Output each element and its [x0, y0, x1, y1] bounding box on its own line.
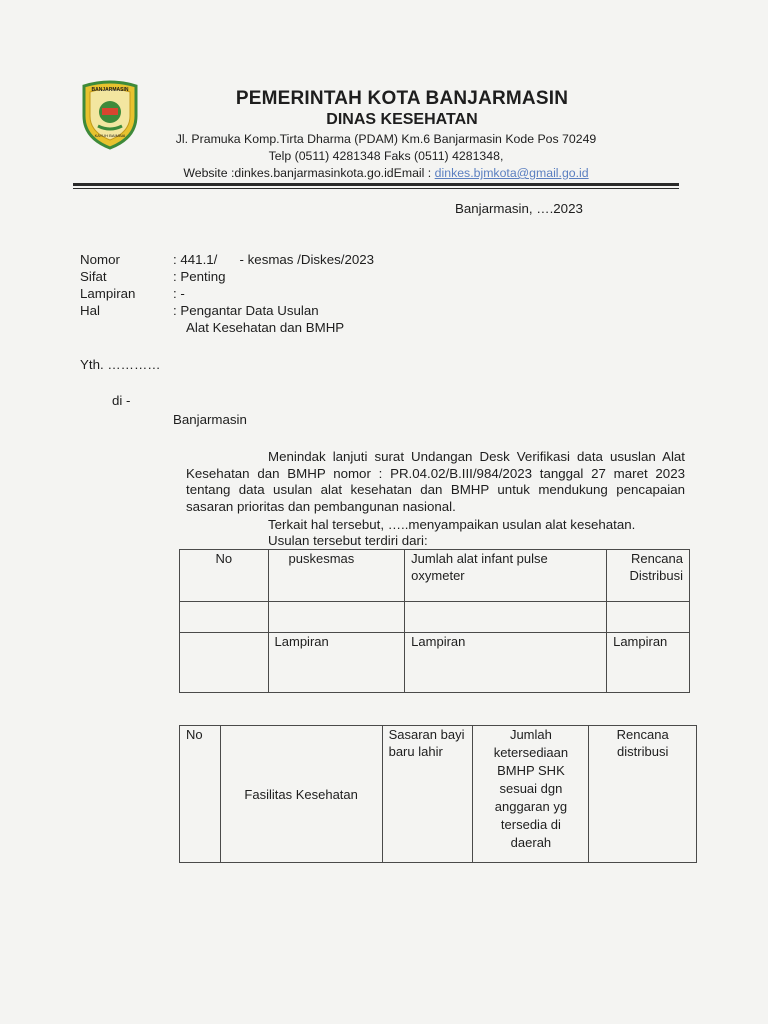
- letterhead-rule-thin: [73, 188, 679, 189]
- table-cell: [268, 602, 405, 633]
- sifat-label: Sifat: [80, 269, 107, 284]
- website-email-line: [0, 166, 768, 180]
- lampiran-label: Lampiran: [80, 286, 136, 301]
- table-cell: [180, 602, 269, 633]
- table-cell: [607, 602, 690, 633]
- proposal-table-2: [179, 725, 697, 863]
- table-header-cell: No: [180, 726, 221, 863]
- table-header-cell: Rencana Distribusi: [607, 550, 690, 602]
- table-cell: Lampiran: [268, 633, 405, 693]
- table-row: [180, 602, 690, 633]
- table-row: [180, 633, 690, 693]
- table-header-cell: Fasilitas Kesehatan: [220, 726, 382, 863]
- table-header-cell: No: [180, 550, 269, 602]
- letterhead-rule-thick: [73, 183, 679, 186]
- hal-value-2: Alat Kesehatan dan BMHP: [186, 320, 345, 335]
- table-header-cell: puskesmas: [268, 550, 405, 602]
- table-cell: Lampiran: [405, 633, 607, 693]
- body-paragraph-3: Usulan tersebut terdiri dari:: [268, 533, 428, 548]
- proposal-table-1: [179, 549, 690, 693]
- table-header-cell: Rencana distribusi: [589, 726, 697, 863]
- hal-value-1: : Pengantar Data Usulan: [173, 303, 319, 318]
- government-title: PEMERINTAH KOTA BANJARMASIN: [235, 88, 569, 109]
- phone-line: Telp (0511) 4281348 Faks (0511) 4281348,: [268, 149, 504, 163]
- emblem-text-top: BANJARMASIN: [91, 87, 129, 93]
- website-text: Website :dinkes.banjarmasinkota.go.idEmail :: [183, 166, 435, 180]
- letter-date: Banjarmasin, ….2023: [455, 201, 583, 216]
- table-header-cell: Jumlah ketersediaan BMHP SHK sesuai dgn anggaran yg tersedia di daerah: [473, 726, 589, 863]
- table-cell: [405, 602, 607, 633]
- address-line: Jl. Pramuka Komp.Tirta Dharma (PDAM) Km.6 Banjarmasin Kode Pos 70249: [175, 132, 597, 146]
- table-cell: Lampiran: [607, 633, 690, 693]
- table-header-cell: Sasaran bayi baru lahir: [382, 726, 473, 863]
- recipient-di: di -: [112, 393, 131, 408]
- recipient-city: Banjarmasin: [173, 412, 247, 427]
- email-link[interactable]: dinkes.bjmkota@gmail.go.id: [434, 166, 589, 180]
- lampiran-value: : -: [173, 286, 185, 301]
- nomor-value: : 441.1/ - kesmas /Diskes/2023: [173, 252, 375, 267]
- table-header-cell: Jumlah alat infant pulse oxymeter: [405, 550, 607, 602]
- hal-label: Hal: [80, 303, 100, 318]
- body-paragraph-1-text: Menindak lanjuti surat Undangan Desk Verifikasi data ususlan Alat Kesehatan dan BMHP nomor : PR.04.02/B.III/984/2023 tanggal 27 maret 2023 tentang data usulan alat kesehatan dan BMHP untuk mendukung pencapaian sasaran prioritas dan pembangunan nasional.: [186, 449, 685, 514]
- table-cell: [180, 633, 269, 693]
- table-header-row: [180, 726, 697, 863]
- body-paragraph-1: [186, 449, 685, 515]
- table-header-row: [180, 550, 690, 602]
- body-paragraph-2: Terkait hal tersebut, …..menyampaikan usulan alat kesehatan.: [268, 517, 636, 532]
- agency-title: DINAS KESEHATAN: [326, 111, 478, 128]
- emblem-text-bottom: KAYUH BAIMBAI: [94, 133, 126, 138]
- sifat-value: : Penting: [173, 269, 226, 284]
- nomor-label: Nomor: [80, 252, 120, 267]
- recipient-yth: Yth. …………: [80, 357, 161, 372]
